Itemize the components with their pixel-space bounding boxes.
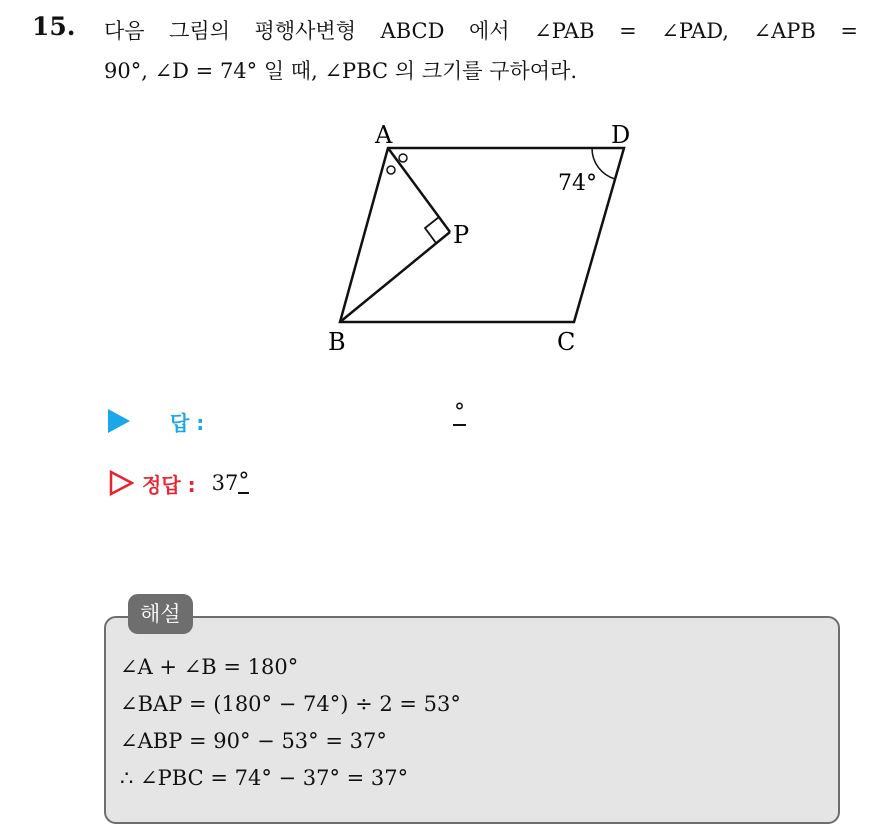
- explanation-line: ∴ ∠PBC = 74° − 37° = 37°: [120, 766, 409, 790]
- segment-bp: [340, 232, 450, 322]
- explanation-line: ∠A + ∠B = 180°: [120, 655, 299, 679]
- correct-answer-row: [108, 466, 249, 500]
- segment-ap: [388, 148, 450, 232]
- answer-label: 답 :: [170, 410, 205, 435]
- correct-answer-value: 37: [211, 471, 239, 495]
- vertex-label-c: C: [557, 328, 576, 356]
- question-text-line1: 다음 그림의 평행사변형 ABCD 에서 ∠PAB = ∠PAD, ∠APB =: [104, 19, 858, 43]
- vertex-label-a: A: [375, 121, 393, 149]
- question-number: 15.: [32, 12, 76, 41]
- angle-label-d: 74°: [558, 171, 597, 196]
- angle-mark-pad: [399, 154, 407, 162]
- play-icon: [108, 409, 130, 433]
- correct-answer-unit: °: [238, 469, 250, 494]
- correct-answer-label: 정답 :: [142, 472, 196, 497]
- parallelogram-figure: [320, 110, 660, 360]
- explanation-line: ∠BAP = (180° − 74°) ÷ 2 = 53°: [120, 692, 461, 716]
- vertex-label-b: B: [328, 328, 346, 356]
- explanation-content: [120, 652, 461, 800]
- explanation-tag: 해설: [128, 594, 193, 634]
- question-text-line2: 90°, ∠D = 74° 일 때, ∠PBC 의 크기를 구하여라.: [104, 59, 578, 83]
- right-angle-mark: [425, 217, 439, 243]
- vertex-label-p: P: [453, 221, 470, 249]
- vertex-label-d: D: [611, 121, 631, 149]
- explanation-line: ∠ABP = 90° − 53° = 37°: [120, 729, 387, 753]
- play-outline-icon: [108, 470, 134, 496]
- angle-mark-pab: [387, 166, 395, 174]
- answer-row: [108, 400, 465, 438]
- answer-unit-blank: °: [454, 400, 465, 425]
